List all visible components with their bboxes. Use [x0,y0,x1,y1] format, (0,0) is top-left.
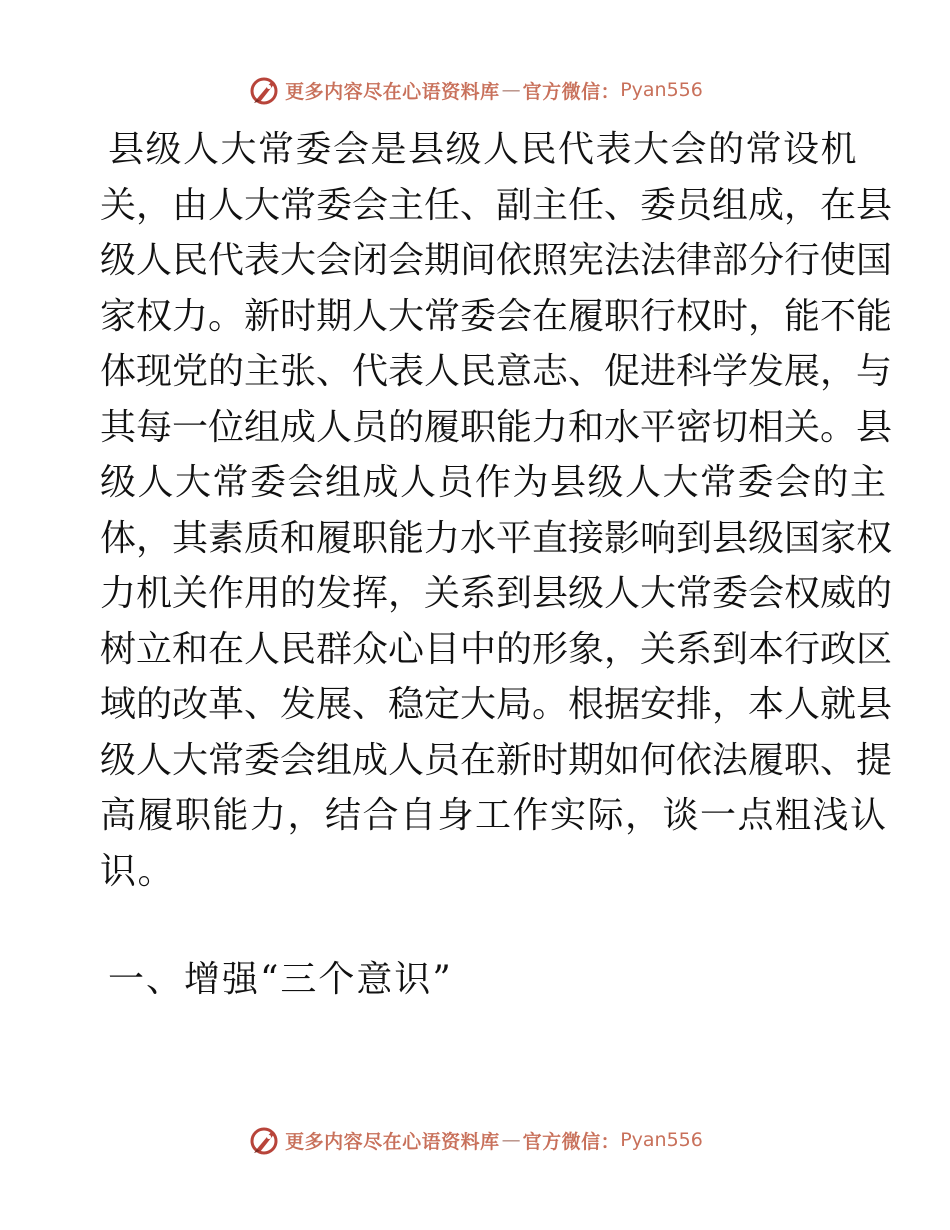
paragraph-line: 家权力。新时期人大常委会在履职行权时，能不能 [100,295,893,337]
paragraph-line: 关，由人大常委会主任、副主任、委员组成，在县 [100,184,893,226]
paragraph-line: 识。 [100,850,176,892]
paragraph-line: 力机关作用的发挥，关系到县级人大常委会权威的 [100,573,893,614]
banner-separator: — [501,79,521,101]
brush-pen-logo-icon [247,73,281,107]
section-heading: 一、增强“三个意识” [108,959,453,1000]
paragraph-line: 高履职能力，结合自身工作实际，谈一点粗浅认 [100,795,888,836]
header-banner [0,70,950,110]
banner-contact-label: 官方微信： [522,1130,621,1153]
banner-slogan: 更多内容尽在心语资料库 [285,80,500,103]
paragraph-line: 其每一位组成人员的履职能力和水平密切相关。县 [100,406,893,448]
banner-separator: — [501,1129,521,1151]
banner-slogan: 更多内容尽在心语资料库 [285,1130,500,1153]
paragraph-line: 级人民代表大会闭会期间依照宪法法律部分行使国 [100,240,893,281]
paragraph-line: 树立和在人民群众心目中的形象，关系到本行政区 [100,628,893,670]
brush-pen-logo-icon [247,1123,281,1157]
paragraph-line: 体现党的主张、代表人民意志、促进科学发展，与 [100,351,893,392]
paragraph-line: 体，其素质和履职能力水平直接影响到县级国家权 [100,517,893,559]
banner-contact-label: 官方微信： [522,80,621,103]
paragraph-line: 级人大常委会组成人员作为县级人大常委会的主 [100,462,888,503]
banner-wechat-id: Pyan556 [620,79,703,101]
paragraph-line: 级人大常委会组成人员在新时期如何依法履职、提 [100,739,893,781]
footer-banner [0,1120,950,1160]
paragraph-line: 县级人大常委会是县级人民代表大会的常设机 [108,129,859,170]
paragraph-line: 域的改革、发展、稳定大局。根据安排，本人就县 [100,684,893,725]
banner-wechat-id: Pyan556 [620,1129,703,1151]
document-paragraph [100,122,893,899]
